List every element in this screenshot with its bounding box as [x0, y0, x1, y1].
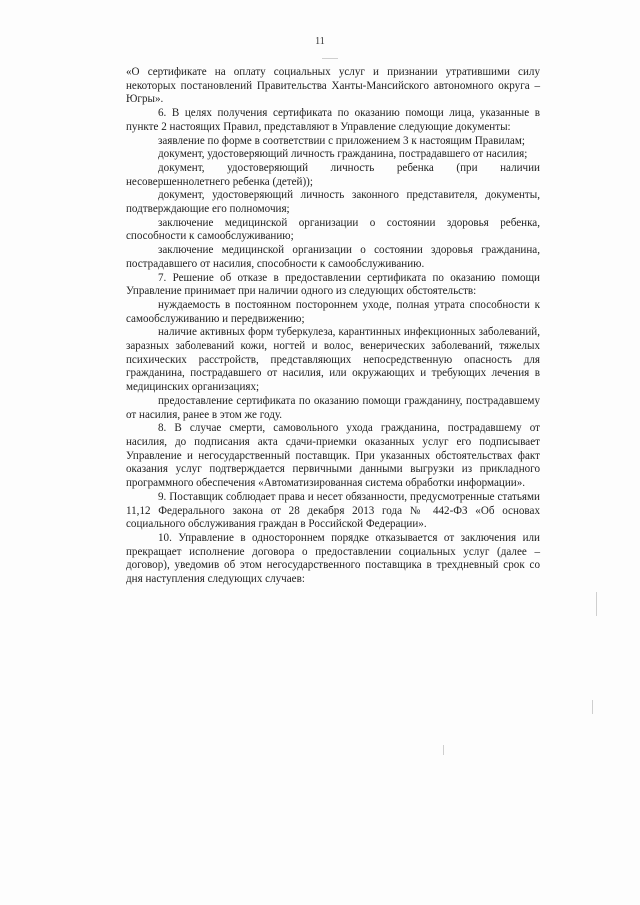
paragraph-list-item: предоставление сертификата по оказанию помощи гражданину, пострадавшему от насилия, ранее в этом же году.	[126, 394, 540, 421]
scan-mark-right-lower	[592, 700, 593, 714]
paragraph-list-item: заключение медицинской организации о состоянии здоровья гражданина, пострадавшего от насилия, способности к самообслуживанию.	[126, 244, 540, 270]
paragraph-clause-9: 9. Поставщик соблюдает права и несет обязанности, предусмотренные статьями 11,12 Федерального закона от 28 декабря 2013 года № 442-ФЗ «Об основах социального обслуживания граждан в Российской Федерации».	[126, 490, 540, 531]
paragraph-list-item: нуждаемость в постоянном постороннем уходе, полная утрата способности к самообслуживанию и передвижению;	[126, 298, 540, 325]
scan-mark-top	[322, 58, 338, 59]
paragraph-clause-8: 8. В случае смерти, самовольного ухода гражданина, пострадавшему от насилия, до подписания акта сдачи-приемки оказанных услуг его подписывает Управление и негосударственный поставщик. При указанных обстоятельствах факт оказания услуг подтверждается первичными данными выгрузки из прикладного программного обеспечения «Автоматизированная система обработки информации».	[126, 422, 540, 490]
page-number: 11	[315, 36, 325, 47]
paragraph-list-item: документ, удостоверяющий личность законного представителя, документы, подтверждающие его полномочия;	[126, 189, 540, 216]
paragraph-list-item: заключение медицинской организации о состоянии здоровья ребенка, способности к самообслуживанию;	[126, 216, 540, 243]
paragraph-clause-10: 10. Управление в одностороннем порядке отказывается от заключения или прекращает исполнение договора о предоставлении социальных услуг (далее – договор), уведомив об этом негосударственного поставщика в трехдневный срок со дня наступления следующих случаев:	[126, 531, 540, 586]
paragraph-list-item: документ, удостоверяющий личность гражданина, пострадавшего от насилия;	[158, 148, 528, 161]
scan-mark-bottom	[443, 745, 444, 755]
paragraph-decree-title-continuation: «О сертификате на оплату социальных услуг и признании утратившими силу некоторых постановлений Правительства Ханты-Мансийского автономного округа – Югры».	[126, 66, 540, 106]
document-body	[126, 66, 540, 587]
paragraph-clause-7: 7. Решение об отказе в предоставлении сертификата по оказанию помощи Управление принимает при наличии одного из следующих обстоятельств:	[126, 271, 540, 298]
paragraph-list-item: документ, удостоверяющий личность ребенка (при наличии несовершеннолетнего ребенка (детей));	[126, 161, 540, 188]
paragraph-clause-6: 6. В целях получения сертификата по оказанию помощи лица, указанные в пункте 2 настоящих Правил, представляют в Управление следующие документы:	[126, 107, 540, 133]
scan-mark-right	[596, 592, 597, 616]
paragraph-list-item: наличие активных форм туберкулеза, карантинных инфекционных заболеваний, заразных заболеваний кожи, ногтей и волос, венерических заболеваний, тяжелых психических расстройств, представляющих непосредственную опасность для гражданина, пострадавшего от насилия, или окружающих и требующих лечения в медицинских организациях;	[126, 326, 540, 394]
paragraph-list-item: заявление по форме в соответствии с приложением 3 к настоящим Правилам;	[158, 134, 525, 147]
